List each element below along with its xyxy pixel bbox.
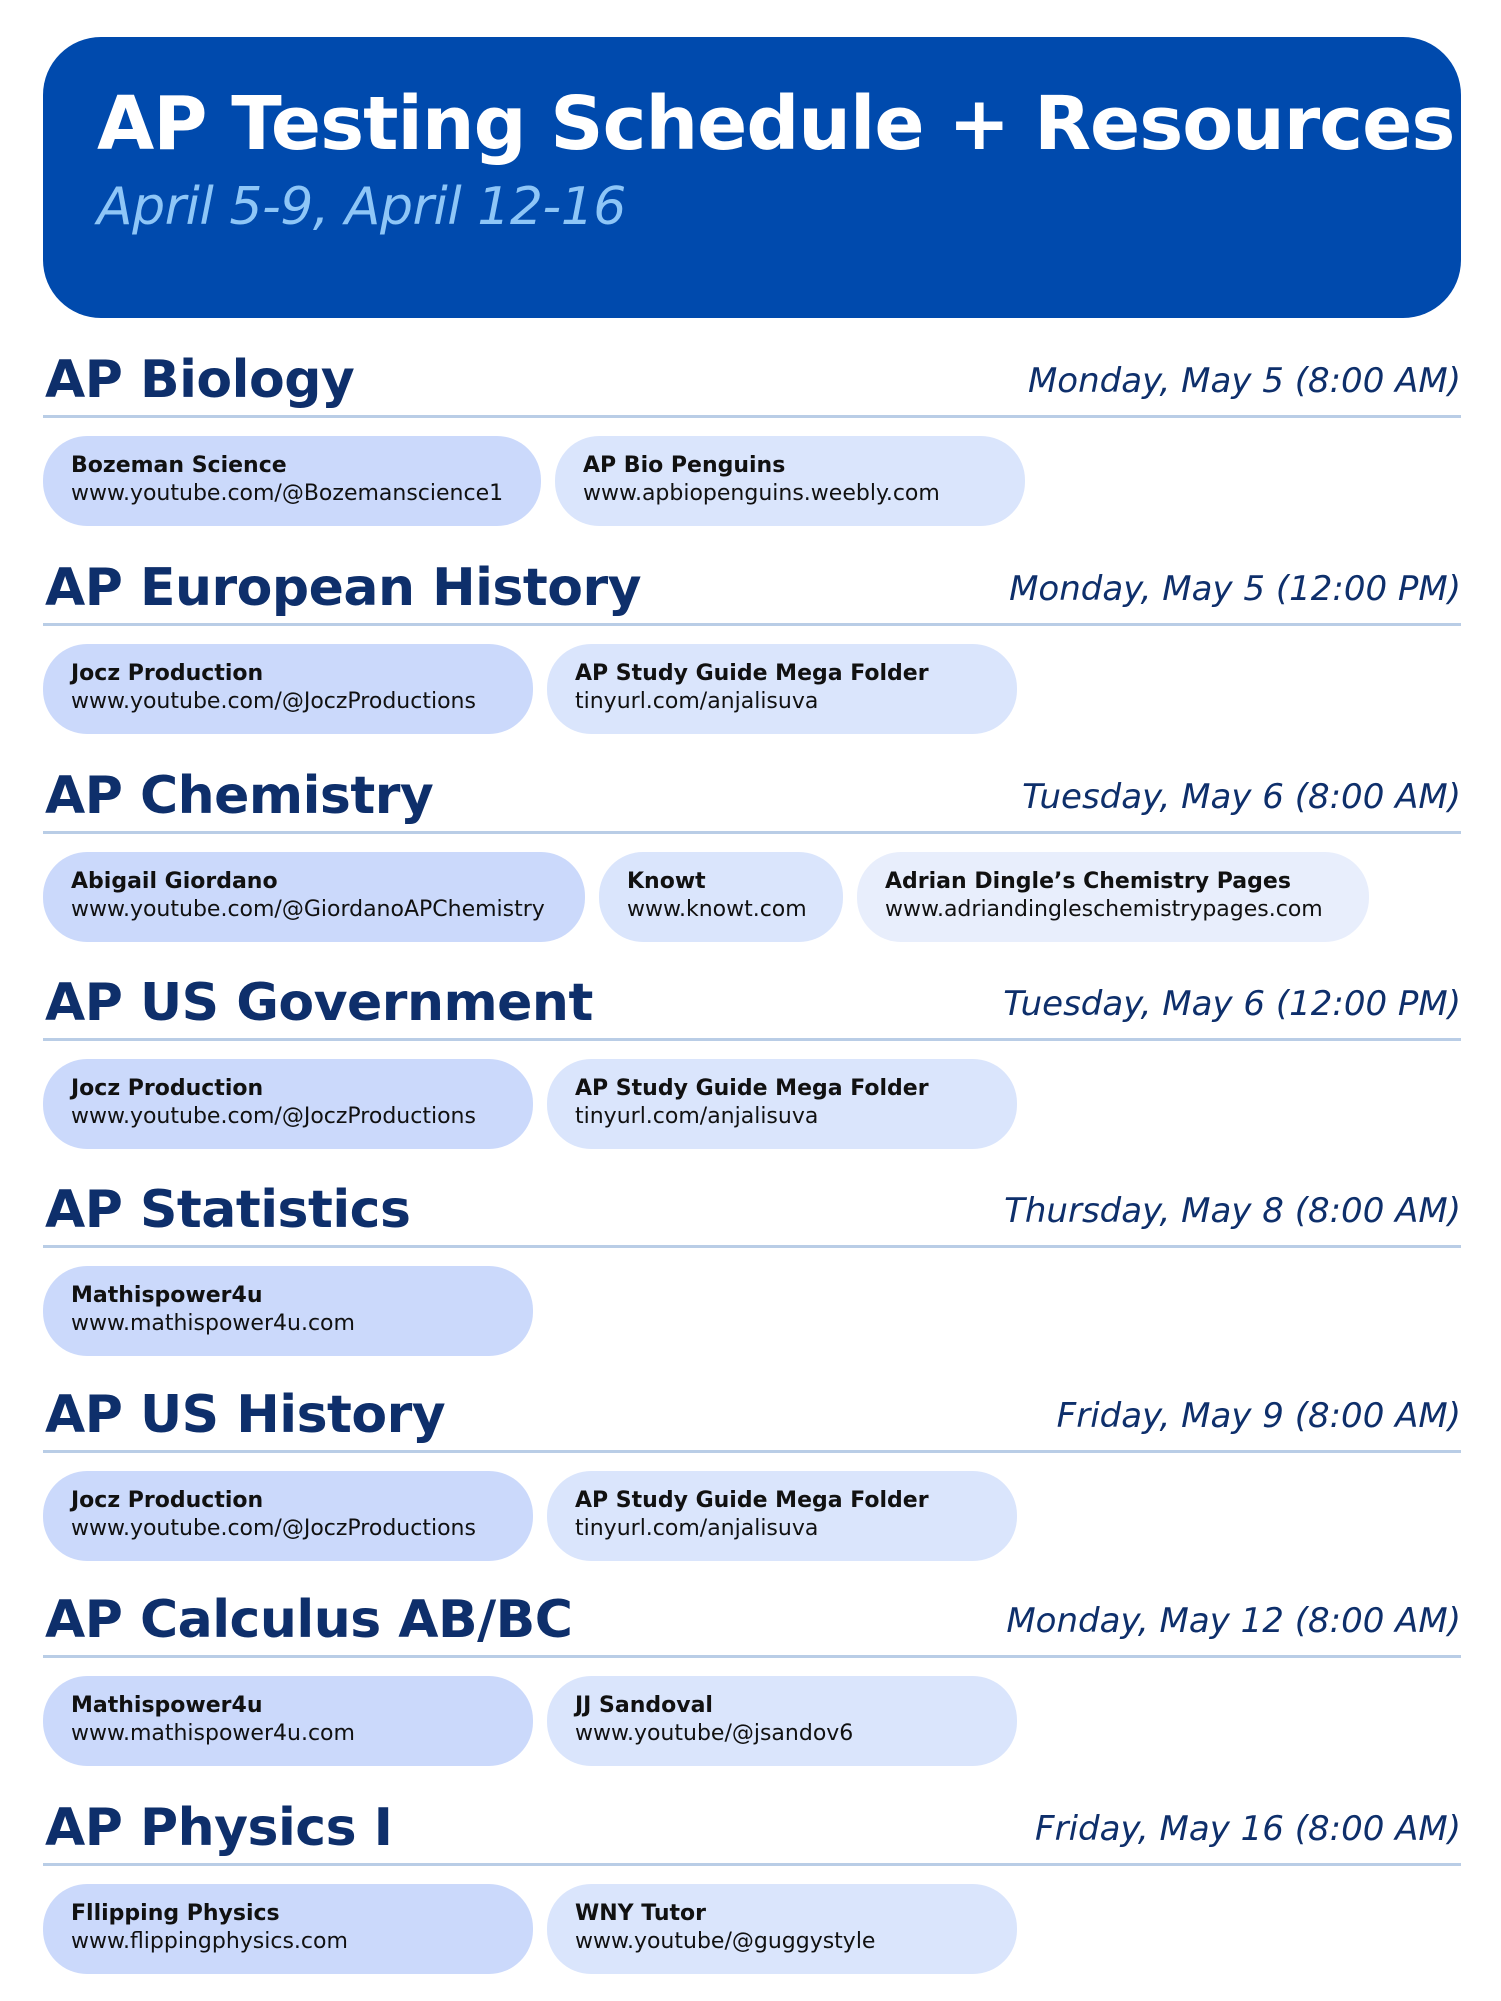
resource-link[interactable]: www.youtube.com/@JoczProductions: [71, 689, 476, 714]
resource-name: JJ Sandoval: [575, 1693, 713, 1718]
exam-title: AP Statistics: [45, 1180, 411, 1240]
resource-name: Mathispower4u: [71, 1283, 263, 1308]
exam-header: [43, 968, 1461, 1038]
resource-link[interactable]: www.knowt.com: [627, 897, 807, 922]
resource-pill[interactable]: [547, 1059, 1017, 1149]
resource-pill[interactable]: [555, 436, 1025, 526]
resource-list: [43, 1676, 1461, 1766]
exam-date: Tuesday, May 6 (8:00 AM): [1022, 777, 1461, 817]
resource-link[interactable]: tinyurl.com/anjalisuva: [575, 1516, 819, 1541]
resource-list: [43, 436, 1461, 526]
resource-list: [43, 1059, 1461, 1149]
exam-title: AP Calculus AB/BC: [45, 1590, 573, 1650]
resource-link[interactable]: www.adriandingleschemistrypages.com: [885, 897, 1323, 922]
section-divider: [43, 1450, 1461, 1453]
resource-name: Jocz Production: [71, 1488, 264, 1513]
resource-name: Knowt: [627, 869, 706, 894]
exam-date: Tuesday, May 6 (12:00 PM): [1003, 984, 1461, 1024]
exam-title: AP US History: [45, 1385, 446, 1445]
exam-date: Monday, May 5 (8:00 AM): [1027, 361, 1461, 401]
resource-name: Bozeman Science: [71, 453, 287, 478]
resource-pill[interactable]: [43, 1884, 533, 1974]
resource-link[interactable]: www.youtube.com/@JoczProductions: [71, 1104, 476, 1129]
resource-name: AP Bio Penguins: [583, 453, 786, 478]
resource-link[interactable]: tinyurl.com/anjalisuva: [575, 1104, 819, 1129]
resource-name: Mathispower4u: [71, 1693, 263, 1718]
exam-title: AP Chemistry: [45, 766, 434, 826]
exam-section: [43, 553, 1461, 734]
resource-name: WNY Tutor: [575, 1901, 707, 1926]
section-divider: [43, 1655, 1461, 1658]
header-banner: [43, 37, 1461, 318]
exam-date: Thursday, May 8 (8:00 AM): [1004, 1191, 1461, 1231]
resource-pill[interactable]: [43, 852, 585, 942]
resource-link[interactable]: www.youtube/@jsandov6: [575, 1721, 854, 1746]
exam-section: [43, 1175, 1461, 1356]
resource-link[interactable]: tinyurl.com/anjalisuva: [575, 689, 819, 714]
resource-name: Adrian Dingle’s Chemistry Pages: [885, 869, 1291, 894]
section-divider: [43, 1245, 1461, 1248]
exam-section: [43, 1793, 1461, 1974]
exam-header: [43, 345, 1461, 415]
section-divider: [43, 623, 1461, 626]
resource-list: [43, 1471, 1461, 1561]
page-subtitle: April 5-9, April 12-16: [97, 177, 626, 237]
exam-header: [43, 761, 1461, 831]
resource-link[interactable]: www.apbiopenguins.weebly.com: [583, 481, 940, 506]
exam-section: [43, 345, 1461, 526]
resource-list: [43, 644, 1461, 734]
exam-header: [43, 1175, 1461, 1245]
resource-pill[interactable]: [547, 1676, 1017, 1766]
resource-name: Jocz Production: [71, 661, 264, 686]
resource-name: AP Study Guide Mega Folder: [575, 661, 929, 686]
resource-link[interactable]: www.youtube/@guggystyle: [575, 1929, 876, 1954]
resource-pill[interactable]: [43, 1266, 533, 1356]
resource-pill[interactable]: [43, 1471, 533, 1561]
resource-name: Fllipping Physics: [71, 1901, 280, 1926]
resource-list: [43, 1884, 1461, 1974]
resource-link[interactable]: www.mathispower4u.com: [71, 1721, 355, 1746]
resource-link[interactable]: www.youtube.com/@Bozemanscience1: [71, 481, 504, 506]
section-divider: [43, 1863, 1461, 1866]
resource-link[interactable]: www.youtube.com/@JoczProductions: [71, 1516, 476, 1541]
exam-title: AP US Government: [45, 973, 593, 1033]
section-divider: [43, 831, 1461, 834]
resource-name: AP Study Guide Mega Folder: [575, 1488, 929, 1513]
section-divider: [43, 415, 1461, 418]
exam-header: [43, 1380, 1461, 1450]
resource-link[interactable]: www.mathispower4u.com: [71, 1311, 355, 1336]
page-title: AP Testing Schedule + Resources: [97, 81, 1455, 167]
resource-list: [43, 1266, 1461, 1356]
exam-section: [43, 1380, 1461, 1561]
resource-pill[interactable]: [43, 436, 541, 526]
exam-date: Monday, May 12 (8:00 AM): [1006, 1601, 1461, 1641]
resource-pill[interactable]: [599, 852, 843, 942]
resource-pill[interactable]: [547, 1884, 1017, 1974]
resource-name: Jocz Production: [71, 1076, 264, 1101]
resource-pill[interactable]: [547, 644, 1017, 734]
exam-title: AP European History: [45, 558, 641, 618]
resource-pill[interactable]: [857, 852, 1369, 942]
resource-link[interactable]: www.flippingphysics.com: [71, 1929, 348, 1954]
resource-list: [43, 852, 1461, 942]
resource-link[interactable]: www.youtube.com/@GiordanoAPChemistry: [71, 897, 545, 922]
exam-date: Monday, May 5 (12:00 PM): [1009, 569, 1461, 609]
exam-section: [43, 968, 1461, 1149]
exam-title: AP Biology: [45, 350, 355, 410]
exam-date: Friday, May 16 (8:00 AM): [1035, 1809, 1461, 1849]
resource-pill[interactable]: [43, 1059, 533, 1149]
resource-pill[interactable]: [43, 1676, 533, 1766]
resource-pill[interactable]: [43, 644, 533, 734]
exam-header: [43, 1585, 1461, 1655]
exam-header: [43, 1793, 1461, 1863]
exam-section: [43, 761, 1461, 942]
exam-header: [43, 553, 1461, 623]
exam-title: AP Physics I: [45, 1798, 393, 1858]
section-divider: [43, 1038, 1461, 1041]
resource-name: AP Study Guide Mega Folder: [575, 1076, 929, 1101]
exam-date: Friday, May 9 (8:00 AM): [1056, 1396, 1461, 1436]
resource-pill[interactable]: [547, 1471, 1017, 1561]
exam-section: [43, 1585, 1461, 1766]
resource-name: Abigail Giordano: [71, 869, 278, 894]
